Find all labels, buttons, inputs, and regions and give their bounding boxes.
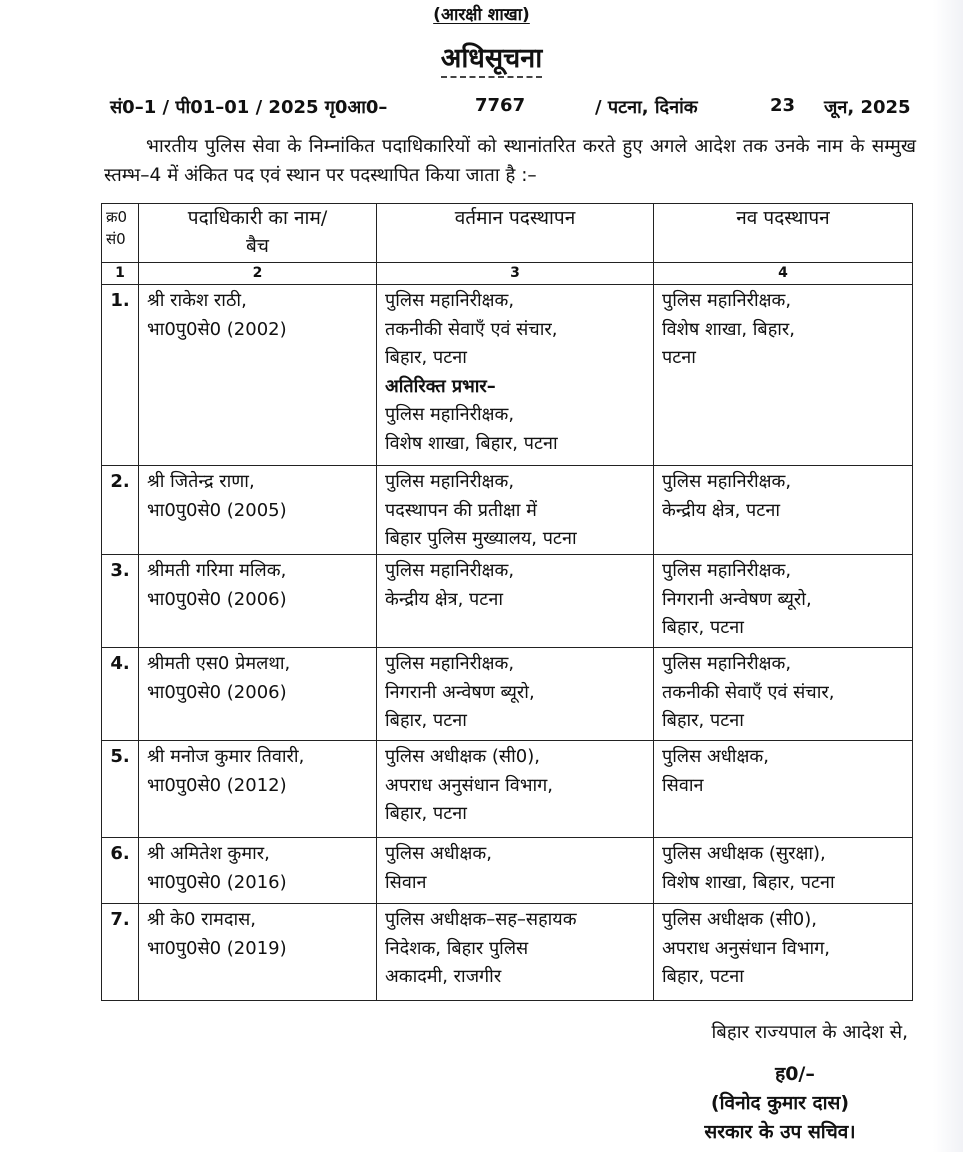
date-day: 23 (770, 95, 796, 116)
by-order-line: बिहार राज्यपाल के आदेश से, (711, 1022, 908, 1043)
column-number: 2 (139, 263, 377, 285)
officer-name-cell (139, 648, 377, 741)
officer-name: श्री के0 रामदास, (147, 909, 257, 930)
place-date-label: / पटना, दिनांक (595, 97, 698, 118)
officer-batch: भा0पु0से0 (2006) (147, 588, 287, 610)
officer-batch: भा0पु0से0 (2019) (147, 937, 287, 959)
memo-number: सं0–1 / पी01–01 / 2025 गृ0आ0– (110, 97, 388, 118)
current-posting-cell: पुलिस अधीक्षक–सह–सहायक निदेशक, बिहार पुलिस अकादमी, राजगीर (377, 904, 654, 1001)
current-posting-cell: पुलिस महानिरीक्षक, पदस्थापन की प्रतीक्षा में बिहार पुलिस मुख्यालय, पटना (377, 466, 654, 555)
serial-number: 2. (102, 466, 139, 555)
new-posting-cell: पुलिस महानिरीक्षक, निगरानी अन्वेषण ब्यूरो, बिहार, पटना (654, 555, 913, 648)
additional-charge-label: अतिरिक्त प्रभार– (385, 375, 496, 397)
dispatch-number: 7767 (475, 95, 526, 116)
officer-name: श्री मनोज कुमार तिवारी, (147, 746, 305, 767)
table-row (102, 648, 913, 741)
department-heading: (आरक्षी शाखा) (433, 5, 530, 25)
signature-mark: ह0/– (775, 1063, 815, 1085)
officer-name-cell (139, 555, 377, 648)
table-row (102, 741, 913, 838)
new-posting-cell: पुलिस महानिरीक्षक, केन्द्रीय क्षेत्र, पटना (654, 466, 913, 555)
officer-name-cell (139, 838, 377, 904)
officer-name-cell (139, 741, 377, 838)
column-number: 1 (102, 263, 139, 285)
officer-name-cell (139, 466, 377, 555)
current-posting-cell: पुलिस अधीक्षक, सिवान (377, 838, 654, 904)
new-posting-cell: पुलिस महानिरीक्षक, तकनीकी सेवाएँ एवं संचार, बिहार, पटना (654, 648, 913, 741)
new-posting-cell: पुलिस महानिरीक्षक, विशेष शाखा, बिहार, पटना (654, 285, 913, 466)
table-row (102, 904, 913, 1001)
table-row (102, 555, 913, 648)
officer-name-cell (139, 285, 377, 466)
officer-name: श्री राकेश राठी, (147, 290, 247, 311)
officer-batch: भा0पु0से0 (2002) (147, 318, 287, 340)
serial-number: 5. (102, 741, 139, 838)
officer-name: श्री जितेन्द्र राणा, (147, 471, 255, 492)
new-posting-cell: पुलिस अधीक्षक (सी0), अपराध अनुसंधान विभाग, बिहार, पटना (654, 904, 913, 1001)
serial-number: 6. (102, 838, 139, 904)
notification-title: अधिसूचना (0, 38, 963, 75)
new-posting-cell: पुलिस अधीक्षक, सिवान (654, 741, 913, 838)
signatory-designation: सरकार के उप सचिव। (704, 1121, 856, 1143)
column-number: 4 (654, 263, 913, 285)
transfer-table (101, 203, 913, 1001)
serial-number: 3. (102, 555, 139, 648)
intro-paragraph: भारतीय पुलिस सेवा के निम्नांकित पदाधिकारियों को स्थानांतरित करते हुए अगले आदेश तक उनके नाम के सम्मुख स्तम्भ–4 में अंकित पद एवं स्थान पर पदस्थापित किया जाता है :– (104, 136, 916, 186)
current-posting-cell: पुलिस महानिरीक्षक, निगरानी अन्वेषण ब्यूरो, बिहार, पटना (377, 648, 654, 741)
officer-name: श्रीमती गरिमा मलिक, (147, 560, 287, 581)
signatory-name: (विनोद कुमार दास) (710, 1092, 850, 1114)
table-header-row (102, 204, 913, 263)
officer-name-cell (139, 904, 377, 1001)
column-number-row (102, 263, 913, 285)
page-edge-shadow (933, 0, 963, 1152)
officer-batch: भा0पु0से0 (2005) (147, 499, 287, 521)
current-posting-cell: पुलिस महानिरीक्षक, केन्द्रीय क्षेत्र, पटना (377, 555, 654, 648)
new-posting-cell: पुलिस अधीक्षक (सुरक्षा), विशेष शाखा, बिहार, पटना (654, 838, 913, 904)
serial-number: 1. (102, 285, 139, 466)
header-serial: क्र0 सं0 (102, 204, 139, 263)
header-officer-name: पदाधिकारी का नाम/ बैच (139, 204, 377, 263)
table-row (102, 466, 913, 555)
column-number: 3 (377, 263, 654, 285)
current-posting-cell: पुलिस अधीक्षक (सी0), अपराध अनुसंधान विभाग, बिहार, पटना (377, 741, 654, 838)
header-current-posting: वर्तमान पदस्थापन (377, 204, 654, 263)
serial-number: 7. (102, 904, 139, 1001)
officer-batch: भा0पु0से0 (2012) (147, 774, 287, 796)
table-row (102, 285, 913, 466)
signature-block (640, 1060, 920, 1147)
header-new-posting: नव पदस्थापन (654, 204, 913, 263)
current-posting-cell: पुलिस महानिरीक्षक, तकनीकी सेवाएँ एवं संचार, बिहार, पटना अतिरिक्त प्रभार– पुलिस महानिरीक्षक, विशेष शाखा, बिहार, पटना (377, 285, 654, 466)
officer-name: श्रीमती एस0 प्रेमलथा, (147, 653, 291, 674)
officer-name: श्री अमितेश कुमार, (147, 843, 270, 864)
officer-batch: भा0पु0से0 (2016) (147, 871, 287, 893)
officer-batch: भा0पु0से0 (2006) (147, 681, 287, 703)
serial-number: 4. (102, 648, 139, 741)
table-row (102, 838, 913, 904)
reference-line (110, 95, 910, 125)
date-month-year: जून, 2025 (824, 97, 911, 118)
